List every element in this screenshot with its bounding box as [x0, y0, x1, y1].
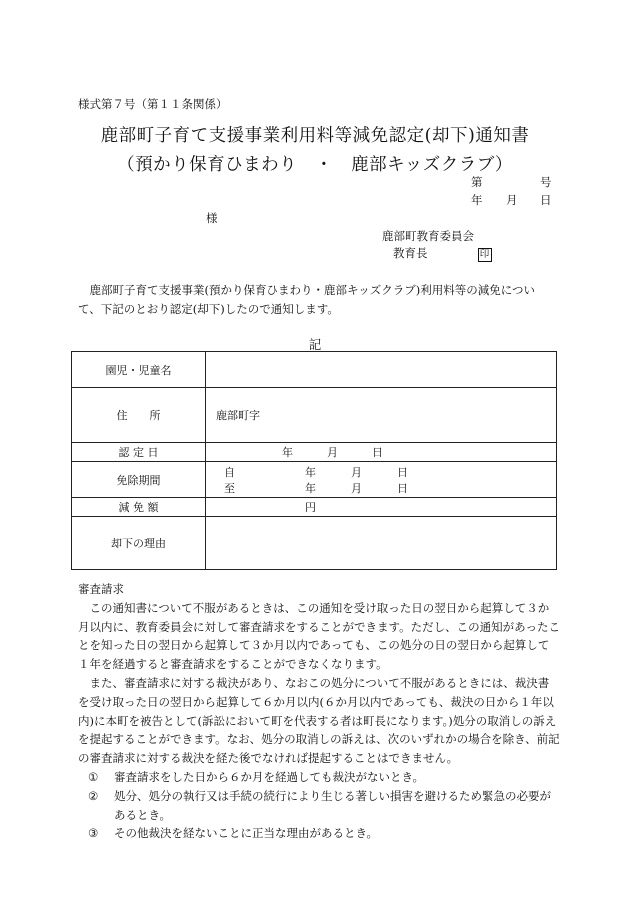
amount-unit: 円	[305, 501, 316, 514]
period-to-month: 月	[351, 481, 362, 495]
period-to-day: 日	[397, 481, 408, 495]
table-row	[72, 443, 557, 462]
issuer-organization: 鹿部町教育委員会	[382, 229, 474, 243]
period-label: 免除期間	[72, 462, 206, 498]
cert-date-day: 日	[372, 446, 383, 459]
address-label: 住 所	[72, 388, 206, 443]
cert-date-month: 月	[327, 446, 338, 459]
period-to-line	[224, 480, 548, 496]
period-from-year: 年	[305, 465, 316, 479]
item-text: 審査請求をした日から６か月を経過しても裁決がないとき。	[114, 769, 425, 784]
table-row	[72, 462, 557, 498]
amount-field[interactable]	[206, 498, 557, 517]
issuer-title-line	[393, 245, 492, 262]
period-to-year: 年	[305, 481, 316, 495]
details-table	[71, 351, 557, 570]
address-field[interactable]	[206, 388, 557, 443]
document-number-suffix: 号	[540, 175, 552, 189]
cert-date-field[interactable]	[206, 443, 557, 462]
document-subtitle: （預かり保育ひまわり ・ 鹿部キッズクラブ）	[117, 155, 513, 175]
period-from-day: 日	[397, 465, 408, 479]
period-from-month: 月	[351, 465, 362, 479]
period-from-prefix: 自	[224, 465, 235, 479]
appeal-list-item	[78, 768, 560, 787]
appeal-paragraph-1: この通知書について不服があるときは、この通知を受け取った日の翌日から起算して３か月以内に、教育委員会に対して審査請求をすることができます。ただし、この通知があったことを知った日の翌日から起算して３か月以内であっても、この処分の日の翌日から起算して１年を経過すると審査請求をすることができなくなります。	[78, 600, 560, 672]
seal-mark: 印	[478, 248, 492, 262]
appeal-list-item	[78, 824, 560, 843]
item-number: ②	[88, 788, 99, 803]
appeal-list-item	[78, 787, 560, 825]
appeal-heading: 審査請求	[78, 582, 124, 596]
intro-text: 鹿部町子育て支援事業(預かり保育ひまわり・鹿部キッズクラブ)利用料等の減免について、下記のとおり認定(却下)したので通知します。	[78, 283, 536, 316]
child-name-label: 園児・児童名	[72, 352, 206, 388]
ki-heading: 記	[308, 337, 322, 352]
item-number: ③	[88, 826, 99, 841]
item-text: その他裁決を経ないことに正当な理由があるとき。	[114, 826, 379, 841]
cert-date-year: 年	[282, 446, 293, 459]
period-field[interactable]	[206, 462, 557, 498]
document-number-prefix: 第	[471, 175, 483, 189]
period-from-line	[224, 464, 548, 480]
intro-paragraph	[78, 281, 556, 319]
cert-date-label: 認 定 日	[72, 443, 206, 462]
rejection-reason-field[interactable]	[206, 517, 557, 570]
document-title: 鹿部町子育て支援事業利用料等減免認定(却下)通知書	[100, 126, 530, 146]
issue-date-day: 日	[540, 193, 552, 207]
child-name-field[interactable]	[206, 352, 557, 388]
table-row	[72, 388, 557, 443]
addressee-suffix: 様	[206, 211, 218, 225]
address-value: 鹿部町字	[216, 409, 260, 422]
issue-date-year: 年	[471, 193, 483, 207]
issue-date-month: 月	[506, 193, 518, 207]
rejection-reason-label: 却下の理由	[72, 517, 206, 570]
table-row	[72, 498, 557, 517]
form-number-label: 様式第７号（第１１条関係）	[78, 97, 228, 111]
appeal-paragraph-2: また、審査請求に対する裁決があり、なおこの処分について不服があるときには、裁決書を受け取った日の翌日から起算して６か月以内(６か月以内であっても、裁決の日から１年以内)に本町を被告として(訴訟において町を代表する者は町長になります。)処分の取消しの訴えを提起することができます。なお、処分の取消しの訴えは、次のいずれかの場合を除き、前記の審査請求に対する裁決を経た後でなければ提起することはできません。	[78, 675, 560, 766]
period-to-prefix: 至	[224, 481, 235, 495]
appeal-section	[78, 580, 560, 843]
amount-label: 減 免 額	[72, 498, 206, 517]
issuer-title: 教育長	[393, 246, 428, 260]
table-row	[72, 517, 557, 570]
table-row	[72, 352, 557, 388]
item-number: ①	[88, 769, 99, 784]
item-text: 処分、処分の執行又は手続の続行により生じる著しい損害を避けるため緊急の必要があるとき。	[114, 788, 551, 822]
